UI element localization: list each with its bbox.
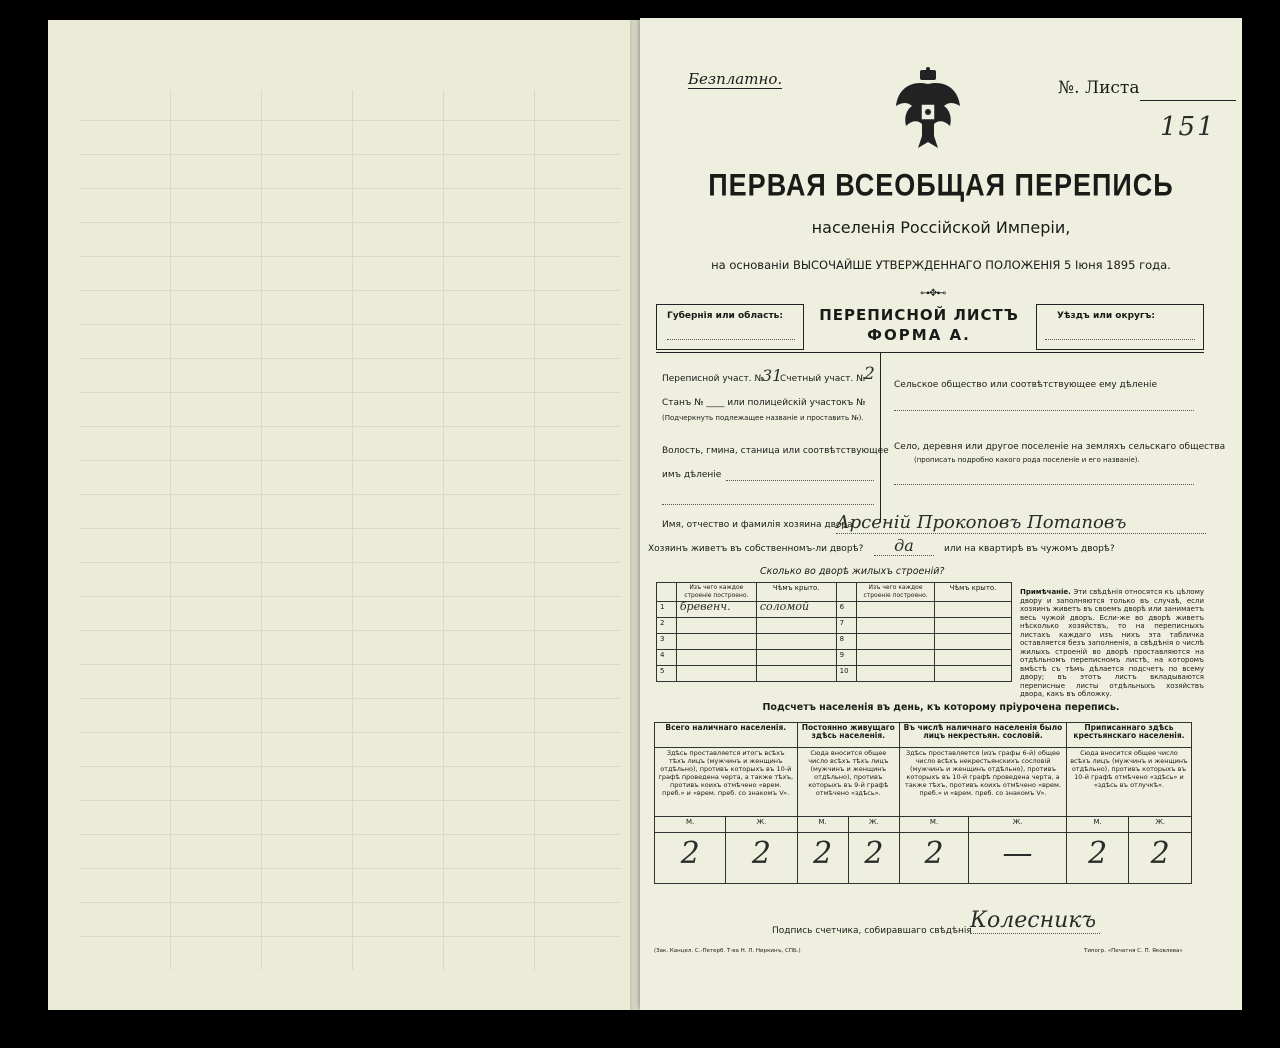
male-header: М. (797, 817, 848, 833)
stan-note: (Подчеркнуть подлежащее названіе и проставить №). (662, 414, 864, 422)
sheet-number-line (1140, 82, 1236, 101)
census-area-value: 31 (762, 366, 783, 385)
row-number: 4 (657, 650, 677, 666)
male-header: М. (655, 817, 726, 833)
society-line (894, 396, 1194, 411)
count-value: 2 (655, 833, 726, 884)
female-header: Ж. (1129, 817, 1192, 833)
row-number: 5 (657, 666, 677, 682)
count-col-desc-1: Здѣсь проставляется итогъ всѣхъ тѣхъ лицъ (мужчинъ и женщинъ отдѣльно), противъ которыхъ въ 10-й графѣ проведена черта, а также тѣхъ, противъ коихъ отмѣчено «врем. преб.» и «врем. преб. со знакомъ V». (655, 748, 798, 817)
count-value: 2 (848, 833, 899, 884)
row-number: 10 (836, 666, 856, 682)
count-value: 2 (797, 833, 848, 884)
form-title-line-1: ПЕРЕПИСНОЙ ЛИСТЪ (819, 306, 1019, 324)
count-value: 2 (900, 833, 969, 884)
rent-label: или на квартирѣ въ чужомъ дворѣ? (944, 544, 1115, 554)
uezd-label: Уѣздъ или округъ: (1057, 311, 1155, 321)
volost-line (726, 466, 874, 481)
male-header: М. (1066, 817, 1129, 833)
form-title (804, 306, 1034, 344)
note-head: Примѣчаніе. (1020, 588, 1071, 596)
stan-label: Станъ № ____ или полицейскій участокъ № (662, 398, 866, 408)
row-number: 6 (836, 602, 856, 618)
gubernia-label: Губернія или область: (667, 311, 783, 321)
printer-left: (Зак. Канцел. С.-Петерб. Т-ва Н. Л. Ниркинъ, СПБ.) (654, 948, 801, 954)
buildings-col-material-2: Изъ чего каждое строеніе построено. (857, 583, 935, 602)
volost-label: Волость, гмина, станица или соотвѣтствующее (662, 446, 889, 456)
volost-line-2 (662, 494, 874, 505)
row-number: 3 (657, 634, 677, 650)
count-value: 2 (1066, 833, 1129, 884)
census-area-label: Переписной участ. № (662, 374, 764, 384)
row1-material: бревенч. (676, 602, 756, 618)
ornament: ⊶✥⊷ (920, 288, 946, 299)
sheet-number-label: №. Листа (1058, 78, 1140, 98)
owner-label: Имя, отчество и фамилія хозяина двора (662, 520, 853, 530)
buildings-col-roof-2: Чѣмъ крыто. (935, 583, 1012, 602)
row1-roof: соломой (756, 602, 836, 618)
count-value: 2 (726, 833, 797, 884)
count-col-desc-4: Сюда вносится общее число всѣхъ лицъ (мужчинъ и женщинъ отдѣльно), противъ которыхъ въ 10-й графѣ отмѣчено «здѣсь» и «здѣсь въ отлучкѣ». (1066, 748, 1191, 817)
buildings-col-roof: Чѣмъ крыто. (756, 583, 836, 602)
left-blank-page (48, 20, 638, 1010)
signature-value: Колесникъ (970, 908, 1100, 934)
female-header: Ж. (848, 817, 899, 833)
society-label: Сельское общество или соотвѣтствующее ему дѣленіе (894, 380, 1158, 390)
bleed-through-grid (80, 90, 620, 970)
village-note: (прописать подробно какого рода поселеніе и его названіе). (914, 456, 1140, 464)
gubernia-box (656, 304, 804, 350)
buildings-col-material: Изъ чего каждое строеніе построено. (676, 583, 756, 602)
free-label: Безплатно. (688, 70, 783, 88)
male-header: М. (900, 817, 969, 833)
owns-label: Хозяинъ живетъ въ собственномъ-ли дворѣ? (648, 544, 864, 554)
female-header: Ж. (969, 817, 1067, 833)
census-form-page (640, 18, 1242, 1010)
count-col-desc-3: Здѣсь проставляется (изъ графы 6-й) общее число всѣхъ некрестьянскихъ сословій (мужчинъ и женщинъ отдѣльно), противъ которыхъ въ 10-й графѣ проведена черта, а также тѣхъ, противъ коихъ отмѣчено «врем. преб.» и «врем. преб. со знакомъ V». (900, 748, 1067, 817)
owns-value: да (874, 536, 934, 556)
count-title: Подсчетъ населенія въ день, къ которому пріурочена перепись. (762, 702, 1120, 713)
count-col-head-1: Всего наличнаго населенія. (655, 723, 798, 748)
owner-value: Арсеній Прокоповъ Потаповъ (836, 512, 1206, 534)
village-label: Село, деревня или другое поселеніе на земляхъ сельскаго общества (894, 442, 1226, 452)
count-value: 2 (1129, 833, 1192, 884)
signature-label: Подпись счетчика, собиравшаго свѣдѣнія (772, 926, 972, 936)
village-line (894, 470, 1194, 485)
buildings-table (656, 582, 1012, 682)
row-number: 7 (836, 618, 856, 634)
count-col-head-4: Приписаннаго здѣсь крестьянскаго населенія. (1066, 723, 1191, 748)
main-title: ПЕРВАЯ ВСЕОБЩАЯ ПЕРЕПИСЬ (708, 167, 1174, 203)
buildings-question: Сколько во дворѣ жилыхъ строеній? (760, 566, 945, 577)
row-number: 9 (836, 650, 856, 666)
note (1020, 588, 1204, 699)
divider-vertical (880, 352, 881, 520)
double-headed-eagle-icon (892, 66, 964, 158)
printer-right: Типогр. «Печатня С. П. Яковлева» (1084, 948, 1183, 954)
row-number: 8 (836, 634, 856, 650)
sheet-number-handwritten: 151 (1160, 112, 1216, 142)
count-col-head-2: Постоянно живущаго здѣсь населенія. (797, 723, 900, 748)
form-title-line-2: ФОРМА А. (867, 326, 971, 344)
note-text: Эти свѣдѣнія относятся къ цѣлому двору и заполняются только въ случаѣ, если хозяинъ живетъ въ своемъ дворѣ или занимаетъ весь чужой дворъ. Если-же во дворѣ живетъ нѣсколько хозяйствъ, то на переписныхъ листахъ каждаго изъ нихъ эта табличка оставляется безъ заполненія, а свѣдѣнія о числѣ жилыхъ строеній во дворѣ проставляются на отдѣльномъ переписномъ листѣ, на которомъ вмѣстѣ съ тѣмъ дѣлается подсчетъ по всему двору; въ этотъ листъ вкладываются переписные листы отдѣльныхъ хозяйствъ двора, какъ въ обложку. (1020, 588, 1204, 698)
subtitle: населенія Россійской Имперіи, (811, 218, 1071, 237)
volost-label-2: имъ дѣленіе (662, 470, 722, 480)
count-area-value: 2 (864, 364, 875, 384)
uezd-box (1036, 304, 1204, 350)
count-value: — (969, 833, 1067, 884)
row-number: 1 (657, 602, 677, 618)
count-area-label: Счетный участ. № (780, 374, 866, 384)
rule-top (656, 352, 1204, 353)
count-col-head-3: Въ числѣ наличнаго населенія было лицъ некрестьян. сословій. (900, 723, 1067, 748)
basis-line: на основаніи ВЫСОЧАЙШЕ УТВЕРЖДЕННАГО ПОЛОЖЕНІЯ 5 Іюня 1895 года. (711, 258, 1171, 272)
count-col-desc-2: Сюда вносится общее число всѣхъ тѣхъ лицъ (мужчинъ и женщинъ отдѣльно), противъ которыхъ въ 9-й графѣ отмѣчено «здѣсь». (797, 748, 900, 817)
female-header: Ж. (726, 817, 797, 833)
row-number: 2 (657, 618, 677, 634)
population-count-table (654, 722, 1192, 884)
